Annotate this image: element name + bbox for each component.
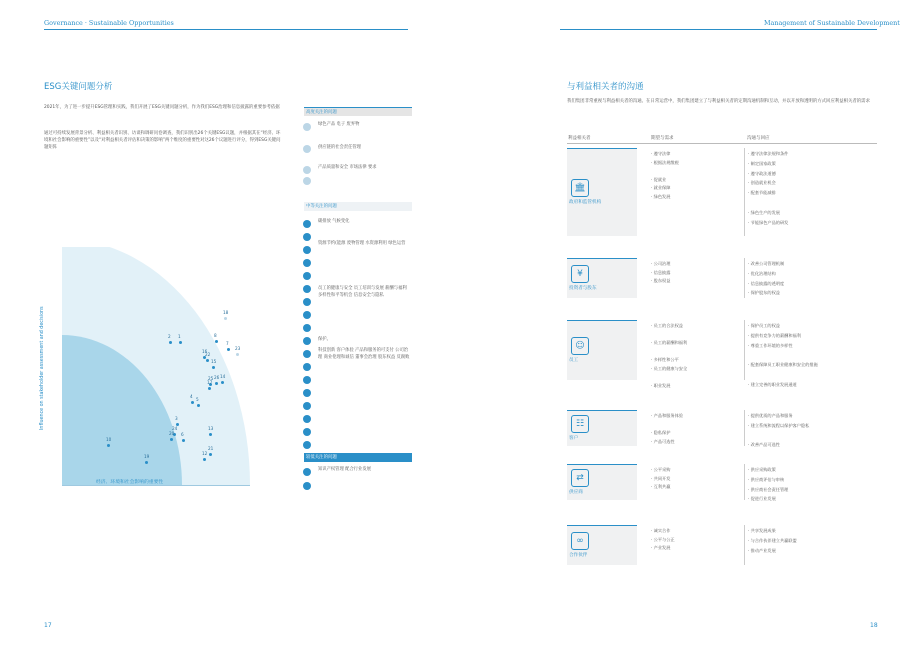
stakeholder-card bbox=[567, 464, 637, 500]
matrix-point-label: 20 bbox=[169, 431, 175, 436]
expectation-item: · 多样性和公平 bbox=[651, 357, 679, 363]
expectation-item: · 就业保障 bbox=[651, 185, 671, 191]
matrix-point-label: 15 bbox=[211, 359, 217, 364]
matrix-point-label: 18 bbox=[223, 310, 229, 315]
matrix-point-label: 19 bbox=[144, 454, 150, 459]
left-running-header: Governance · Sustainable Opportunities bbox=[44, 19, 174, 27]
legend-mid-dot bbox=[303, 389, 311, 397]
response-item: · 尊重工作环境的多样性 bbox=[748, 342, 793, 348]
table-header-stakeholder: 利益相关者 bbox=[568, 136, 591, 141]
matrix-point bbox=[191, 401, 194, 404]
response-item: · 绿色生产的发展 bbox=[748, 209, 780, 215]
matrix-point bbox=[145, 461, 148, 464]
matrix-point-label: 17 bbox=[207, 380, 213, 385]
esg-analysis-title: ESG关键问题分析 bbox=[44, 82, 113, 92]
legend-high-dot bbox=[303, 166, 311, 174]
expectation-item: · 员工的薪酬和福利 bbox=[651, 340, 688, 346]
expectation-item: · 信息披露 bbox=[651, 269, 671, 275]
response-item: · 创造就业机会 bbox=[748, 180, 776, 186]
expectation-item: · 诚实合作 bbox=[651, 528, 671, 533]
expectation-item: · 公平与公正 bbox=[651, 536, 675, 542]
right-header-rule bbox=[560, 29, 877, 30]
expectation-item: · 员工的合法权益 bbox=[651, 323, 683, 328]
matrix-point bbox=[227, 348, 230, 351]
expectation-item: · 员工的健康与安全 bbox=[651, 366, 688, 371]
legend-mid-dot bbox=[303, 259, 311, 267]
matrix-point-label: 1 bbox=[178, 334, 181, 339]
legend-low-dot bbox=[303, 482, 311, 490]
supplier-icon: ⇄ bbox=[571, 469, 589, 487]
right-page-number: 18 bbox=[870, 622, 878, 629]
esg-intro-1: 2021年，为了进一步提升ESG管理和实践，我们开展了ESG关键问题分析，作为我们ESG治理和信息披露的重要参考依据 bbox=[44, 105, 280, 110]
matrix-point bbox=[208, 387, 211, 390]
response-item: · 推动产业发展 bbox=[748, 547, 776, 553]
table-header-expectations: 期望与需求 bbox=[651, 136, 674, 141]
matrix-point-label: 4 bbox=[190, 394, 193, 399]
column-divider bbox=[744, 410, 745, 446]
stakeholder-card bbox=[567, 258, 637, 298]
legend-high-title: 高度关注的问题 bbox=[304, 107, 412, 116]
matrix-point-label: 14 bbox=[220, 374, 226, 379]
legend-high-item: 供应链的社会责任管理 bbox=[318, 145, 361, 150]
legend-mid-dot bbox=[303, 233, 311, 241]
expectation-item: · 遵守法律 bbox=[651, 151, 671, 156]
stakeholder-name: 员工 bbox=[569, 358, 579, 363]
legend-mid-dot bbox=[303, 311, 311, 319]
matrix-point-label: 25 bbox=[208, 376, 214, 381]
response-item: · 信息披露的透明度 bbox=[748, 280, 785, 286]
stakeholder-intro: 我们集团非常重视与利益相关者的沟通。在日常运营中，我们集团建立了与利益相关者的定期沟通机制和互动，并以开放和透明的方式回应利益相关者的需求 bbox=[567, 99, 870, 104]
matrix-point bbox=[209, 433, 212, 436]
matrix-point bbox=[179, 341, 182, 344]
matrix-point-label: 7 bbox=[226, 341, 229, 346]
legend-mid-dot bbox=[303, 298, 311, 306]
left-page-number: 17 bbox=[44, 622, 52, 629]
expectation-item: · 隐私保护 bbox=[651, 430, 671, 436]
expectation-item: · 产业发展 bbox=[651, 545, 671, 551]
government-icon: 🏛 bbox=[571, 179, 589, 197]
column-divider bbox=[744, 258, 745, 298]
response-item: · 遵守政法道德 bbox=[748, 170, 776, 176]
legend-mid-dot bbox=[303, 441, 311, 449]
matrix-point bbox=[215, 382, 218, 385]
matrix-point bbox=[209, 453, 212, 456]
column-divider bbox=[744, 525, 745, 565]
legend-low-item: 知识产权管理 配合行业发展 bbox=[318, 467, 371, 472]
matrix-point-label: 10 bbox=[106, 437, 112, 442]
response-item: · 促进行业发展 bbox=[748, 496, 776, 502]
response-item: · 保护股东的权益 bbox=[748, 290, 780, 296]
left-header-rule bbox=[44, 29, 408, 30]
matrix-point-label: 2 bbox=[168, 334, 171, 339]
matrix-point-label: 8 bbox=[214, 333, 217, 338]
matrix-point-label: 23 bbox=[235, 346, 241, 351]
expectation-item: · 产品和服务体验 bbox=[651, 413, 683, 418]
esg-intro-2: 通过可持续发展背景分析、利益相关者识别、访谈和调研问卷调查，我们识别出26个关键ESG议题，并根据其在“经济、环境和社会影响的重要性”以及“对利益相关者评估和决策的影响”两个维度的重要性对这26个议题进行评分，得到ESG关键问题矩阵 bbox=[44, 131, 281, 150]
legend-mid-dot bbox=[303, 272, 311, 280]
matrix-point bbox=[182, 439, 185, 442]
matrix-point bbox=[107, 444, 110, 447]
legend-high-dot bbox=[303, 145, 311, 153]
employee-icon: ☺ bbox=[571, 337, 589, 355]
matrix-point bbox=[203, 458, 206, 461]
legend-mid-dot bbox=[303, 285, 311, 293]
legend-mid-item: 碳排放 气候变化 bbox=[318, 219, 350, 224]
matrix-point-label: 24 bbox=[172, 426, 178, 431]
response-item: · 建立完善的职业发展通道 bbox=[748, 381, 797, 387]
matrix-x-axis bbox=[62, 485, 250, 486]
legend-high-dot bbox=[303, 177, 311, 185]
investor-icon: ¥ bbox=[571, 265, 589, 283]
response-item: · 制定国家政策 bbox=[748, 160, 776, 166]
column-divider bbox=[744, 464, 745, 500]
matrix-point-label: 22 bbox=[205, 352, 211, 357]
stakeholder-name: 投资者与股东 bbox=[569, 286, 597, 291]
stakeholder-card bbox=[567, 525, 637, 565]
column-divider bbox=[744, 148, 745, 236]
right-running-header: Management of Sustainable Development bbox=[764, 19, 900, 27]
legend-low-dot bbox=[303, 468, 311, 476]
response-item: · 优化治理结构 bbox=[748, 270, 776, 276]
column-divider bbox=[744, 320, 745, 380]
response-item: · 改善产品可选性 bbox=[748, 442, 780, 448]
expectation-item: · 产品可选性 bbox=[651, 438, 675, 444]
stakeholder-name: 合作伙伴 bbox=[569, 553, 588, 558]
expectation-item: · 绿色发展 bbox=[651, 194, 671, 199]
response-item: · 配套节能减排 bbox=[748, 190, 776, 196]
matrix-point bbox=[170, 438, 173, 441]
response-item: · 节能绿色产品的研发 bbox=[748, 219, 789, 225]
legend-mid-dot bbox=[303, 350, 311, 358]
matrix-point-label: 16 bbox=[202, 349, 208, 354]
legend-mid-dot bbox=[303, 363, 311, 371]
esg-materiality-matrix bbox=[62, 247, 250, 485]
legend-mid-dot bbox=[303, 415, 311, 423]
legend-mid-item: 资源节约(能源 废物管理 水资源利用 绿色运营 bbox=[318, 241, 406, 246]
legend-high-item: 绿色产品 电子 废弃物 bbox=[318, 122, 360, 127]
matrix-point-label: 6 bbox=[181, 432, 184, 437]
legend-mid-dot bbox=[303, 324, 311, 332]
stakeholder-name: 政府和监管机构 bbox=[569, 200, 602, 205]
expectation-item: · 股东权益 bbox=[651, 278, 671, 284]
response-item: · 改善公司管理机制 bbox=[748, 261, 785, 266]
expectation-item: · 根据法规缴税 bbox=[651, 159, 679, 165]
stakeholder-name: 客户 bbox=[569, 436, 579, 441]
matrix-point-label: 5 bbox=[196, 397, 199, 402]
matrix-point bbox=[197, 404, 200, 407]
matrix-point bbox=[236, 353, 239, 356]
matrix-point bbox=[215, 340, 218, 343]
stakeholder-card bbox=[567, 320, 637, 380]
matrix-x-axis-label: 经济、环境和社会影响的重要性 bbox=[96, 480, 164, 485]
stakeholder-comm-title: 与利益相关者的沟通 bbox=[567, 82, 644, 92]
response-item: · 提供有竞争力的薪酬和福利 bbox=[748, 332, 801, 338]
partner-icon: ∞ bbox=[571, 532, 589, 550]
response-item: · 配套保障员工职业健康和安全的措施 bbox=[748, 362, 818, 368]
matrix-point bbox=[224, 317, 227, 320]
expectation-item: · 互利共赢 bbox=[651, 484, 671, 490]
matrix-point-label: 21 bbox=[208, 446, 214, 451]
stakeholder-card bbox=[567, 148, 637, 236]
legend-mid-dot bbox=[303, 376, 311, 384]
stakeholder-name: 供应商 bbox=[569, 490, 583, 495]
legend-mid-item: 员工的健康与安全 员工培训与发展 薪酬与福利 多样性和平等机会 信息安全与隐私 bbox=[318, 286, 407, 298]
matrix-point bbox=[212, 366, 215, 369]
table-header-responses: 沟通与回应 bbox=[747, 136, 770, 141]
response-item: · 共享发展成果 bbox=[748, 528, 776, 533]
matrix-point-label: 13 bbox=[208, 426, 214, 431]
legend-mid-dot bbox=[303, 402, 311, 410]
response-item: · 保护员工的权益 bbox=[748, 323, 780, 328]
table-header-rule bbox=[567, 143, 877, 144]
legend-mid-dot bbox=[303, 428, 311, 436]
legend-mid-item: 保护。 bbox=[318, 337, 331, 342]
response-item: · 提供优质的产品和服务 bbox=[748, 413, 793, 418]
expectation-item: · 职业发展 bbox=[651, 383, 671, 389]
response-item: · 与合作伙伴建立共赢联盟 bbox=[748, 537, 797, 543]
response-item: · 供应商评估与审核 bbox=[748, 476, 785, 482]
legend-mid-dot bbox=[303, 246, 311, 254]
response-item: · 供应商社会责任管理 bbox=[748, 486, 789, 492]
matrix-point-label: 3 bbox=[175, 416, 178, 421]
legend-mid-dot bbox=[303, 220, 311, 228]
matrix-point-label: 12 bbox=[202, 451, 208, 456]
response-item: · 遵守法律法规和条件 bbox=[748, 151, 789, 156]
legend-mid-title: 中等关注的问题 bbox=[304, 202, 412, 211]
legend-high-item: 产品质量和安全 市场法律 要求 bbox=[318, 165, 377, 170]
customer-icon: ☷ bbox=[571, 415, 589, 433]
legend-low-title: 较低关注的问题 bbox=[304, 453, 412, 462]
legend-mid-dot bbox=[303, 337, 311, 345]
response-item: · 供应采购政策 bbox=[748, 467, 776, 472]
matrix-point-label: 26 bbox=[214, 375, 220, 380]
stakeholder-card bbox=[567, 410, 637, 446]
response-item: · 建立系统和流程以保护客户隐私 bbox=[748, 422, 810, 428]
legend-mid-item: 科技创新 客户体验 产品和服务的可支付 公司治理 商业伦理和诚信 董事会治理 股东权益 反腐败 bbox=[318, 348, 410, 360]
expectation-item: · 促就业 bbox=[651, 176, 667, 182]
matrix-point bbox=[169, 341, 172, 344]
matrix-point bbox=[221, 381, 224, 384]
expectation-item: · 共同开发 bbox=[651, 475, 671, 481]
matrix-point bbox=[206, 359, 209, 362]
expectation-item: · 公平采购 bbox=[651, 467, 671, 472]
legend-high-dot bbox=[303, 123, 311, 131]
expectation-item: · 公司治理 bbox=[651, 261, 671, 266]
matrix-y-axis-label: Influence on stakeholder assessment and decisions bbox=[40, 306, 45, 430]
